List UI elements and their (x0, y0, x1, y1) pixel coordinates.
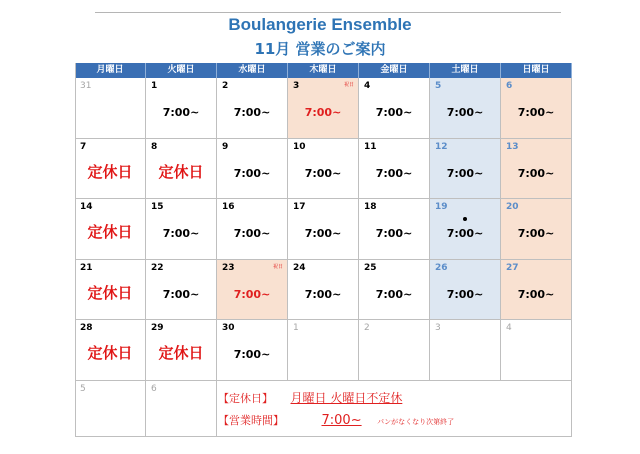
day-cell (359, 78, 430, 139)
day-number: 8 (151, 142, 158, 152)
day-cell (430, 260, 501, 320)
weekday-header: 月曜日 (75, 63, 146, 78)
opening-time: 7:00~ (446, 227, 484, 240)
day-cell (146, 320, 217, 381)
day-number: 24 (293, 263, 306, 273)
day-cell (217, 260, 288, 320)
day-cell (430, 139, 501, 199)
day-cell (146, 139, 217, 199)
holiday-tag: 祝日 (272, 264, 283, 270)
weekday-header: 木曜日 (288, 63, 359, 78)
opening-time: 7:00~ (517, 288, 555, 301)
opening-time: 7:00~ (446, 167, 484, 180)
day-number: 25 (364, 263, 377, 273)
day-number: 10 (293, 142, 306, 152)
day-number: 23 (222, 263, 235, 273)
hours-note: パンがなくなり次第終了 (377, 418, 455, 426)
opening-time: 7:00~ (375, 288, 413, 301)
day-cell (288, 78, 359, 139)
opening-time: 7:00~ (517, 167, 555, 180)
weekday-header: 水曜日 (217, 63, 288, 78)
day-cell (288, 260, 359, 320)
closed-day-label: 定休日 (87, 284, 133, 302)
day-number: 1 (293, 323, 299, 333)
opening-time: 7:00~ (162, 288, 200, 301)
closed-day-label: 定休日 (87, 223, 133, 241)
opening-time: 7:00~ (517, 106, 555, 119)
day-cell (217, 139, 288, 199)
hours-value: 7:00~ (321, 413, 362, 428)
day-number: 3 (435, 323, 441, 333)
opening-time: 7:00~ (233, 288, 271, 301)
opening-time: 7:00~ (446, 288, 484, 301)
day-number: 3 (293, 81, 300, 91)
month-subtitle: 11月 営業のご案内 (254, 40, 386, 58)
opening-time: 7:00~ (375, 167, 413, 180)
day-number: 26 (435, 263, 448, 273)
top-rule (95, 12, 561, 13)
opening-time: 7:00~ (304, 288, 342, 301)
opening-time: 7:00~ (304, 167, 342, 180)
calendar (75, 63, 572, 437)
closed-days-value: 月曜日 火曜日不定休 (290, 391, 403, 405)
opening-time: 7:00~ (375, 227, 413, 240)
day-cell (501, 78, 572, 139)
day-cell (288, 139, 359, 199)
opening-time: 7:00~ (304, 227, 342, 240)
day-number: 30 (222, 323, 235, 333)
day-number: 21 (80, 263, 93, 273)
day-number: 1 (151, 81, 158, 91)
day-number: 2 (222, 81, 229, 91)
closed-day-label: 定休日 (158, 344, 204, 362)
weekday-header: 日曜日 (501, 63, 572, 78)
opening-time: 7:00~ (162, 106, 200, 119)
day-number: 17 (293, 202, 306, 212)
day-cell (288, 320, 359, 381)
day-number: 6 (151, 384, 157, 394)
day-cell (501, 199, 572, 260)
day-cell (359, 320, 430, 381)
day-cell (501, 139, 572, 199)
day-number: 27 (506, 263, 519, 273)
day-number: 2 (364, 323, 370, 333)
closed-day-label: 定休日 (87, 344, 133, 362)
day-cell (501, 260, 572, 320)
day-cell (146, 260, 217, 320)
day-number: 12 (435, 142, 448, 152)
day-cell (359, 199, 430, 260)
day-number: 5 (80, 384, 86, 394)
day-cell (217, 199, 288, 260)
day-number: 13 (506, 142, 519, 152)
opening-time: 7:00~ (517, 227, 555, 240)
day-number: 22 (151, 263, 164, 273)
opening-time: 7:00~ (304, 106, 342, 119)
hours-label: 【営業時間】 (218, 414, 284, 427)
day-cell (359, 139, 430, 199)
day-cell (430, 78, 501, 139)
day-cell (146, 381, 217, 437)
day-number: 4 (506, 323, 512, 333)
day-number: 16 (222, 202, 235, 212)
day-cell (75, 320, 146, 381)
day-cell (146, 78, 217, 139)
closed-day-label: 定休日 (87, 163, 133, 181)
weekday-header: 土曜日 (430, 63, 501, 78)
day-number: 15 (151, 202, 164, 212)
opening-time: 7:00~ (446, 106, 484, 119)
day-cell (217, 78, 288, 139)
day-cell (288, 199, 359, 260)
opening-time: 7:00~ (233, 227, 271, 240)
closed-days-label: 【定休日】 (218, 392, 273, 405)
opening-time: 7:00~ (233, 106, 271, 119)
day-number: 5 (435, 81, 442, 91)
day-cell (146, 199, 217, 260)
opening-time: 7:00~ (233, 348, 271, 361)
day-number: 19 (435, 202, 448, 212)
opening-time: 7:00~ (162, 227, 200, 240)
day-number: 9 (222, 142, 229, 152)
hours-line (218, 412, 454, 428)
holiday-tag: 祝日 (343, 82, 354, 88)
closed-day-label: 定休日 (158, 163, 204, 181)
opening-time: 7:00~ (233, 167, 271, 180)
weekday-header: 金曜日 (359, 63, 430, 78)
day-number: 31 (80, 81, 92, 91)
day-number: 18 (364, 202, 377, 212)
day-number: 4 (364, 81, 371, 91)
day-number: 14 (80, 202, 93, 212)
day-cell (217, 320, 288, 381)
day-cell (75, 78, 146, 139)
day-cell (75, 381, 146, 437)
day-cell (75, 199, 146, 260)
weekday-header: 火曜日 (146, 63, 217, 78)
day-number: 6 (506, 81, 513, 91)
day-number: 29 (151, 323, 164, 333)
day-cell (75, 260, 146, 320)
opening-time: 7:00~ (375, 106, 413, 119)
day-number: 11 (364, 142, 377, 152)
day-cell (501, 320, 572, 381)
day-number: 28 (80, 323, 93, 333)
shop-name: Boulangerie Ensemble (228, 15, 412, 34)
day-cell (430, 199, 501, 260)
day-number: 20 (506, 202, 519, 212)
day-cell (359, 260, 430, 320)
day-cell (75, 139, 146, 199)
closed-days-line (218, 389, 402, 406)
day-number: 7 (80, 142, 87, 152)
dot-marker (463, 217, 467, 221)
day-cell (430, 320, 501, 381)
